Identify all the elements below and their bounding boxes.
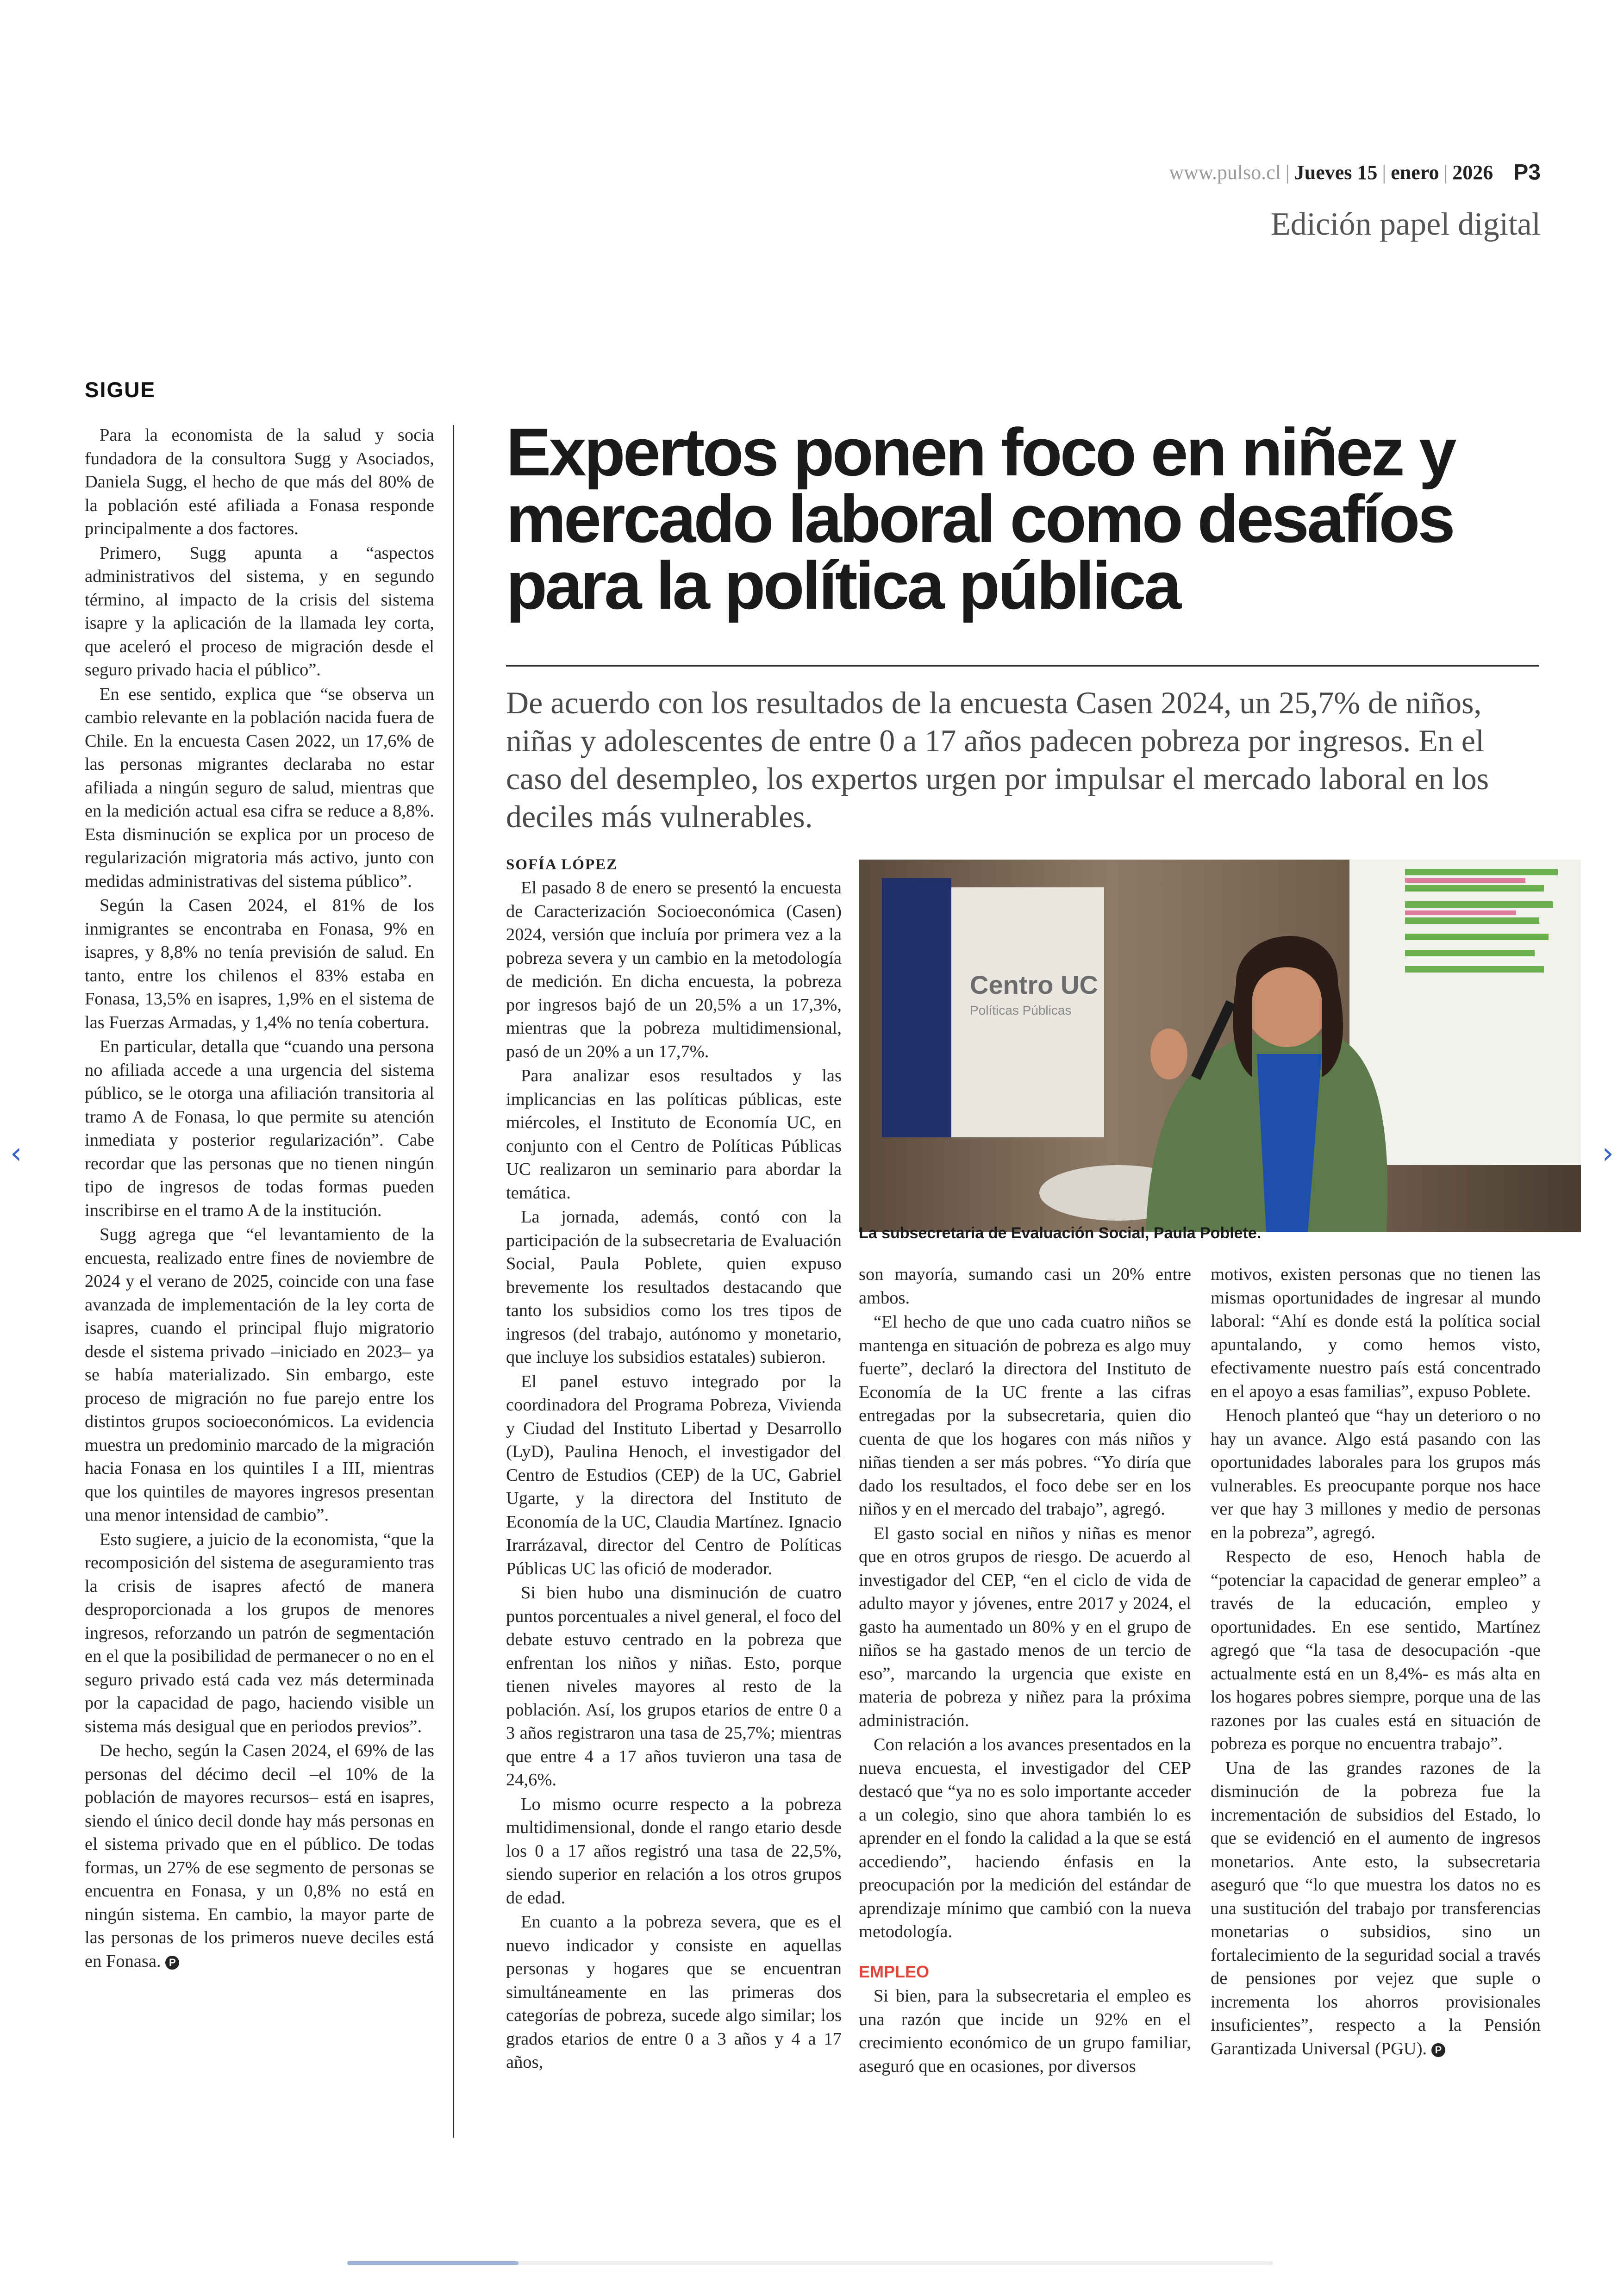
date-year: 2026 bbox=[1452, 161, 1493, 184]
paragraph: El gasto social en niños y niñas es menor que en otros grupos de riesgo. De acuerdo al investigador del CEP, “en el ciclo de vida de adulto mayor y jóvenes, entre 2017 y 2024, el gasto ha aumentado un 80% y en el grupo de niños se ha gastado menos de un tercio de eso”, marcando la urgencia que existe en materia de pobreza y niñez para la próxima administración. bbox=[859, 1523, 1191, 1730]
paragraph-last bbox=[85, 1739, 434, 1973]
photo-caption: La subsecretaria de Evaluación Social, Paula Poblete. bbox=[859, 1224, 1262, 1242]
section-tag: SIGUE bbox=[85, 378, 156, 402]
paragraph: Respecto de eso, Henoch habla de “potenciar la capacidad de generar empleo” a través de la educación, empleo y oportunidades. En ese sentido, Martínez agregó que “la tasa de desocupación -que actualmente está en un 8,4%- es más alta en los hogares pobres siempre, porque una de las razones por las cuales está en situación de pobreza es porque no encuentra trabajo”. bbox=[1211, 1547, 1541, 1753]
paragraph: Con relación a los avances presentados en la nueva encuesta, el investigador del CEP destacó que “ya no es solo importante acceder a un colegio, sino que ahora también lo es aprender en el fondo la calidad a la que se está accediendo”, haciendo énfasis en la preocupación por la medición del estándar de aprendizaje mínimo que cambió con la nueva metodología. bbox=[859, 1735, 1191, 1941]
end-mark-icon: P bbox=[1431, 2043, 1445, 2057]
paragraph: El pasado 8 de enero se presentó la encuesta de Caracterización Socioeconómica (Casen) 2024, versión que incluía por primera vez a la pobreza severa y un cambio en la metodología de medición. En dicha encuesta, la pobreza por ingresos bajó de un 20,5% a un 17,3%, mientras que la pobreza multidimensional, pasó de un 20% a un 17,7%. bbox=[506, 878, 842, 1061]
end-mark-icon: P bbox=[165, 1956, 179, 1970]
paragraph: En cuanto a la pobreza severa, que es el nuevo indicador y consiste en aquellas personas y hogares que se encuentran simultáneamente en las primeras dos categorías de pobreza, sucede algo similar; los grados etarios de entre 0 a 3 años y 4 a 17 años, bbox=[506, 1912, 842, 2072]
paragraph: En particular, detalla que “cuando una persona no afiliada accede a una urgencia del sistema público, se le otorga una afiliación transitoria al tramo A de Fonasa, lo que permite su atención inmediata y posterior regularización”. Cabe recordar que las personas que no tienen ningún tipo de ingresos de todas formas pueden inscribirse en el tramo A de la institución. bbox=[85, 1037, 434, 1220]
date-day: Jueves 15 bbox=[1294, 161, 1378, 184]
scroll-thumb[interactable] bbox=[347, 2261, 518, 2265]
separator: | bbox=[1285, 161, 1290, 184]
article-photo bbox=[859, 860, 1581, 1232]
paragraph: Henoch planteó que “hay un deterioro o no hay un avance. Algo está pasando con las oportunidades laborales para los grupos más vulnerables. Es preocupante porque nos hace ver que hay 3 millones y medio de personas en la pobreza”, agregó. bbox=[1211, 1406, 1541, 1542]
paragraph: Si bien hubo una disminución de cuatro puntos porcentuales a nivel general, el foco del debate estuvo centrado en la pobreza que enfrentan los niños y niñas. Esto, porque tienen niveles mayores al resto de la población. Así, los grupos etarios de entre 0 a 3 años registraron una tasa de 25,7%; mientras que entre 4 a 17 años tuvieron una tasa de 24,6%. bbox=[506, 1583, 842, 1790]
paragraph: Sugg agrega que “el levantamiento de la encuesta, realizado entre fines de noviembre de 2024 y el verano de 2025, coincide con una fase avanzada de implementación de la ley corta de isapres, cuando el principal flujo migratorio desde el sistema privado –iniciado en 2023– ya se había materializado. Sin embargo, este proceso de migración no fue parejo entre los distintos grupos socioeconómicos. La evidencia muestra un predominio marcado de la migración hacia Fonasa en los quintiles I a III, mientras que los quintiles de mayores ingresos presentan una menor intensidad de cambio”. bbox=[85, 1225, 434, 1525]
page-number: P3 bbox=[1513, 160, 1541, 185]
paragraph: son mayoría, sumando casi un 20% entre ambos. bbox=[859, 1265, 1191, 1308]
headline-divider bbox=[506, 665, 1539, 667]
column-continued bbox=[85, 424, 434, 1974]
paragraph: Si bien, para la subsecretaria el empleo es una razón que incide un 92% en el crecimiento económico de un grupo familiar, aseguró que en ocasiones, por diversos bbox=[859, 1986, 1191, 2076]
masthead bbox=[1169, 160, 1541, 185]
paragraph: motivos, existen personas que no tienen las mismas oportunidades de ingresar al mundo laboral: “Ahí es donde está la política social apuntalando, y como hemos visto, efectivamente nuestro país está concentrado en el apoyo a esas familias”, expuso Poblete. bbox=[1211, 1265, 1541, 1401]
paragraph: Para la economista de la salud y socia fundadora de la consultora Sugg y Asociados, Daniela Sugg, el hecho de que más del 80% de la población esté afiliada a Fonasa responde principalmente a dos factores. bbox=[85, 425, 434, 538]
previous-page-button[interactable]: ‹ bbox=[10, 1136, 22, 1171]
paragraph: “El hecho de que uno cada cuatro niños se mantenga en situación de pobreza es algo muy fuerte”, declaró la directora del Instituto de Economía de la UC frente a las cifras entregadas por la subsecretaria, quien dio cuenta de que los hogares con más niños y niñas tienden a ser más pobres. “Yo diría que dado los resultados, el foco debe ser en los niños y en el mercado del trabajo”, agregó. bbox=[859, 1312, 1191, 1519]
banner-title: Centro UC bbox=[970, 970, 1098, 999]
paragraph: La jornada, además, contó con la participación de la subsecretaria de Evaluación Social, Paula Poblete, quien expuso brevemente los resultados destacando que tanto los subsidios como los tres tipos de ingresos (del trabajo, autónomo y monetario, que incluye los subsidios estatales) subieron. bbox=[506, 1207, 842, 1367]
paragraph: El panel estuvo integrado por la coordinadora del Programa Pobreza, Vivienda y Ciudad del Instituto Libertad y Desarrollo (LyD), Paulina Henoch, el investigador del Centro de Estudios (CEP) de la UC, Gabriel Ugarte, y la directora del Instituto de Economía de la UC, Claudia Martínez. Ignacio Irarrázaval, director del Centro de Políticas Públicas UC las ofició de moderador. bbox=[506, 1372, 842, 1578]
site-url[interactable]: www.pulso.cl bbox=[1169, 161, 1281, 184]
edition-label: Edición papel digital bbox=[1270, 206, 1541, 242]
next-page-button[interactable]: › bbox=[1602, 1136, 1614, 1171]
separator: | bbox=[1443, 161, 1448, 184]
banner-subtitle: Políticas Públicas bbox=[970, 1003, 1072, 1017]
column-main-1 bbox=[506, 876, 842, 2075]
column-main-2 bbox=[859, 1263, 1191, 2079]
paragraph: Lo mismo ocurre respecto a la pobreza multidimensional, donde el rango etario desde los 0 a 17 años registró una tasa de 22,5%, siendo superior en relación a los otros grupos de edad. bbox=[506, 1794, 842, 1908]
subhead: EMPLEO bbox=[859, 1962, 930, 1981]
headline: Expertos ponen foco en niñez y mercado laboral como desafíos para la política pública bbox=[506, 414, 1455, 623]
column-divider bbox=[453, 425, 454, 2138]
paragraph-last bbox=[1211, 1757, 1541, 2061]
paragraph: Esto sugiere, a juicio de la economista, “que la recomposición del sistema de aseguramiento tras la crisis de isapres afectó de manera desproporcionada a los grupos de menores ingresos, reforzando un patrón de segmentación en el que la posibilidad de permanecer o no en el seguro privado está cada vez más determinada por la capacidad de pago, haciendo visible un sistema más desigual que en periodos previos”. bbox=[85, 1529, 434, 1736]
paragraph: Para analizar esos resultados y las implicancias en las políticas públicas, este miércoles, el Instituto de Economía UC, en conjunto con el Centro de Políticas Públicas UC realizaron un seminario para abordar la temática. bbox=[506, 1066, 842, 1203]
date-month: enero bbox=[1391, 161, 1439, 184]
separator: | bbox=[1382, 161, 1387, 184]
deck: De acuerdo con los resultados de la encuesta Casen 2024, un 25,7% de niños, niñas y adolescentes de entre 0 a 17 años padecen pobreza por ingresos. En el caso del desempleo, los expertos urgen por impulsar el mercado laboral en los deciles más vulnerables. bbox=[506, 685, 1489, 834]
byline: SOFÍA LÓPEZ bbox=[506, 856, 618, 873]
photo-illustration bbox=[859, 860, 1581, 1232]
column-main-3 bbox=[1211, 1263, 1541, 2061]
paragraph: Según la Casen 2024, el 81% de los inmigrantes se encontraba en Fonasa, 9% en isapres, y 8,8% no tenía previsión de salud. En tanto, entre los chilenos el 83% estaba en Fonasa, 13,5% en isapres, 1,9% en el sistema de las Fuerzas Armadas, y 1,4% no tenía cobertura. bbox=[85, 896, 434, 1032]
paragraph-text: Una de las grandes razones de la disminución de la pobreza fue la incrementación de subsidios del Estado, lo que se evidenció en el aumento de ingresos monetarios. Ante esto, la subsecretaria aseguró que “lo que muestra los datos no es una sustitución del trabajo por transferencias monetarias o subsidios, sino un fortalecimiento de la seguridad social a través de pensiones por vejez que suple o incrementa los ahorros provisionales insuficientes”, respecto a la Pensión Garantizada Universal (PGU). bbox=[1211, 1758, 1541, 2058]
paragraph-text: De hecho, según la Casen 2024, el 69% de las personas del décimo decil –el 10% de la población de mayores recursos– está en isapres, siendo el único decil donde hay más personas en el sistema privado que en el público. De todas formas, un 27% de ese segmento de personas se encuentra en Fonasa, y un 0,8% no está en ningún sistema. En cambio, la mayor parte de las personas de los primeros nueve deciles está en Fonasa. bbox=[85, 1741, 434, 1971]
paragraph: En ese sentido, explica que “se observa un cambio relevante en la población nacida fuera de Chile. En la encuesta Casen 2022, un 17,6% de las personas migrantes declaraba no estar afiliada a ningún seguro de salud, mientras que en la medición actual esa cifra se reduce a 8,8%. Esta disminución se explica por un proceso de regularización migratoria más activo, junto con medidas administrativas del sistema público”. bbox=[85, 684, 434, 891]
paragraph: Primero, Sugg apunta a “aspectos administrativos del sistema, y en segundo término, al impacto de la crisis del sistema isapre y la aplicación de la llamada ley corta, que aceleró el proceso de migración desde el seguro privado hacia el público”. bbox=[85, 543, 434, 680]
